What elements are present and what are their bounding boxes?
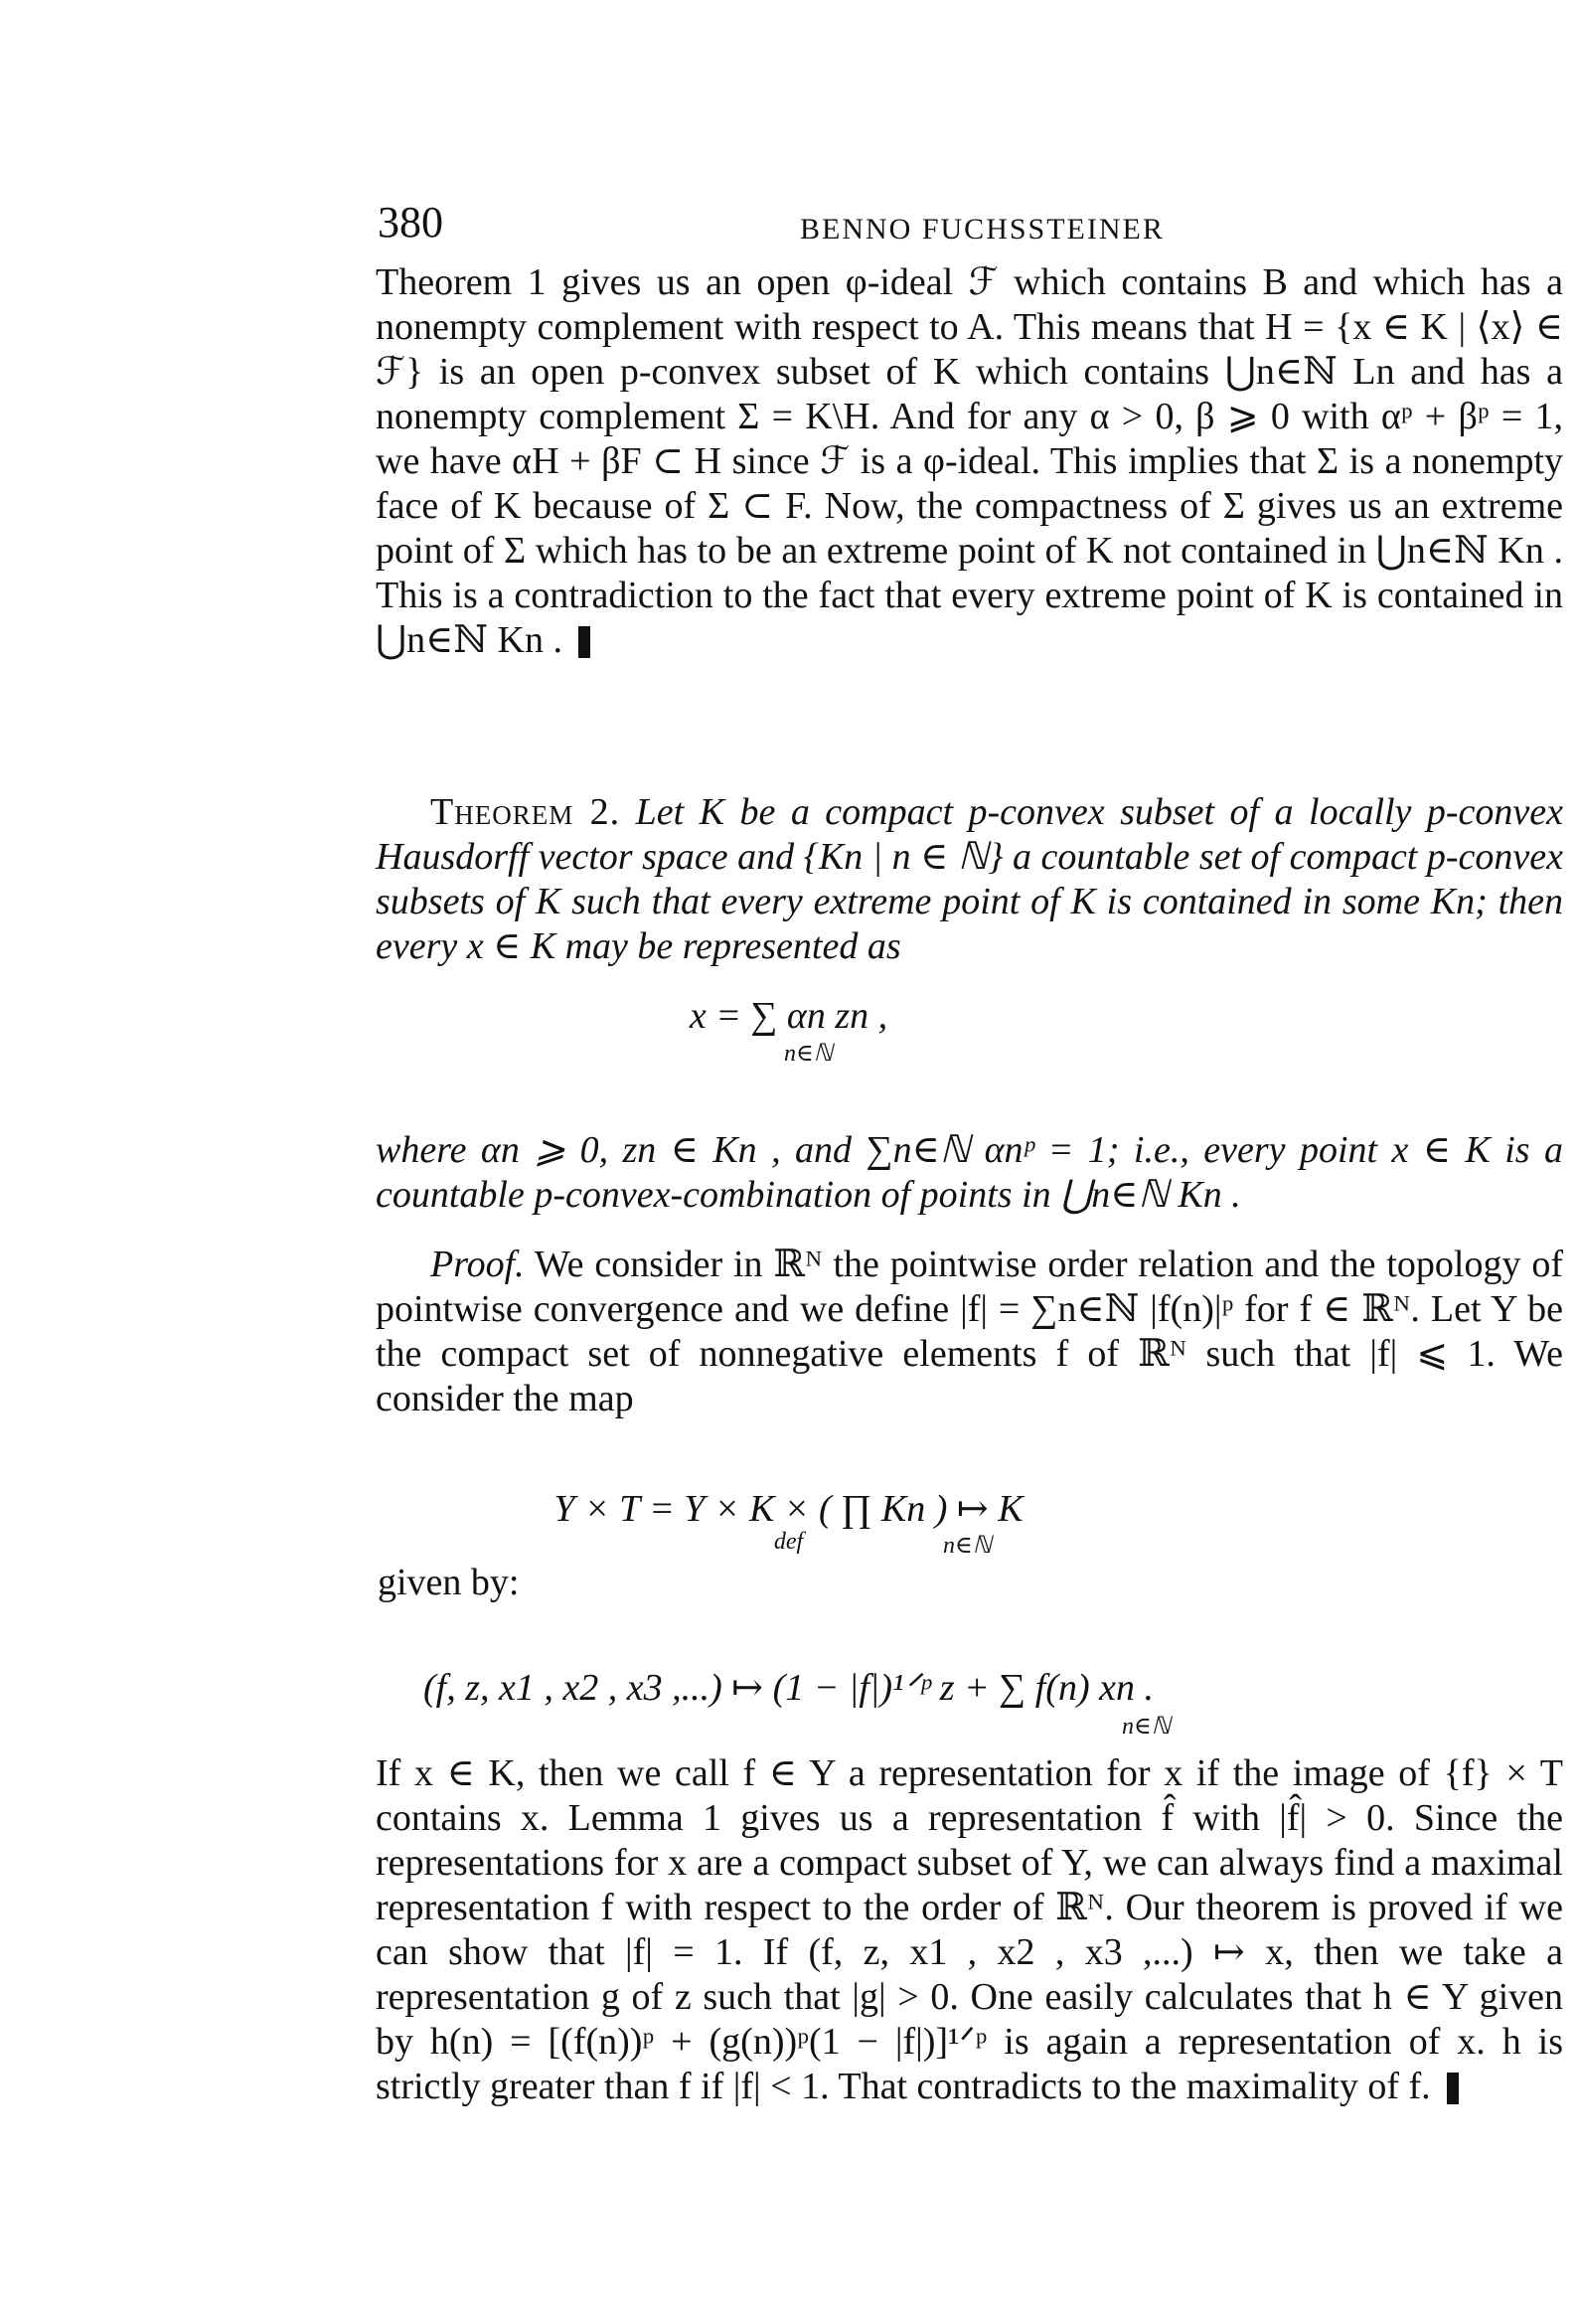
map-product-sub: n∈ℕ (943, 1533, 992, 1559)
theorem-formula: x = ∑ αn zn , (689, 995, 888, 1037)
page-header (378, 197, 1180, 256)
proof-heading: Proof. (430, 1244, 525, 1285)
theorem-conclusion: where αn ⩾ 0, zn ∈ Kn , and ∑n∈ℕ αnᵖ = 1; i.e., every point x ∈ K is a countable p-convex-combination of points in ⋃n∈ℕ Kn . (376, 1129, 1563, 1216)
proof-paragraph-1-text: We consider in ℝᴺ the pointwise order relation and the topology of pointwise convergence and we define |f| = ∑n∈ℕ |f(n)|ᵖ for f ∈ ℝᴺ. Let Y be the compact set of nonnegative elements f of ℝᴺ such that |f| ⩽ 1. We consider the map (376, 1244, 1563, 1419)
theorem-2-statement (376, 790, 1563, 969)
proof-paragraph-1 (376, 1243, 1563, 1421)
page-number: 380 (378, 198, 443, 247)
map-formula: Y × T = Y × K × ( ∏ Kn ) ↦ K (553, 1488, 1024, 1530)
map-def-label: def (773, 1529, 804, 1555)
theorem-formula-sub: n∈ℕ (784, 1041, 833, 1067)
theorem-statement-text: Let K be a compact p-convex subset of a locally p-convex Hausdorff vector space and {Kn | n ∈ ℕ} a countable set of compact p-convex subsets of K such that every extreme point of K is contained in some Kn; then every x ∈ K may be represented as (376, 791, 1564, 967)
map-rule-formula: (f, z, x1 , x2 , x3 ,...) ↦ (1 − |f|)¹ᐟᵖ z + ∑ f(n) xn . (423, 1667, 1154, 1709)
theorem-heading: Theorem 2. (430, 791, 621, 833)
map-rule-sub: n∈ℕ (1122, 1714, 1171, 1740)
proof-paragraph-2 (376, 1751, 1563, 2109)
paragraph-theorem1-proof-end (376, 260, 1563, 663)
given-by-label: given by: (378, 1562, 520, 1603)
running-head: BENNO FUCHSSTEINER (800, 213, 1165, 246)
qed-mark (578, 626, 590, 658)
qed-mark-end (1447, 2073, 1459, 2104)
paragraph-1-text: Theorem 1 gives us an open φ-ideal ℱ which contains B and which has a nonempty complement with respect to A. This means that H = {x ∈ K | ⟨x⟩ ∈ ℱ} is an open p-convex subset of K which contains ⋃n∈ℕ Ln and has a nonempty complement Σ = K\H. And for any α > 0, β ⩾ 0 with αᵖ + βᵖ = 1, we have αH + βF ⊂ H since ℱ is a φ-ideal. This implies that Σ is a nonempty face of K because of Σ ⊂ F. Now, the compactness of Σ gives us an extreme point of Σ which has to be an extreme point of K not contained in ⋃n∈ℕ Kn . This is a contradiction to the fact that every extreme point of K is contained in ⋃n∈ℕ Kn . (376, 261, 1563, 661)
proof-paragraph-2-text: If x ∈ K, then we call f ∈ Y a representation for x if the image of {f} × T contains x. Lemma 1 gives us a representation f̂ with |f̂| > 0. Since the representations for x are a compact subset of Y, we can always find a maximal representation f with respect to the order of ℝᴺ. Our theorem is proved if we can show that |f| = 1. If (f, z, x1 , x2 , x3 ,...) ↦ x, then we take a representation g of z such that |g| > 0. One easily calculates that h ∈ Y given by h(n) = [(f(n))ᵖ + (g(n))ᵖ(1 − |f|)]¹ᐟᵖ is again a representation of x. h is strictly greater than f if |f| < 1. That contradicts to the maximality of f. (376, 1752, 1563, 2107)
